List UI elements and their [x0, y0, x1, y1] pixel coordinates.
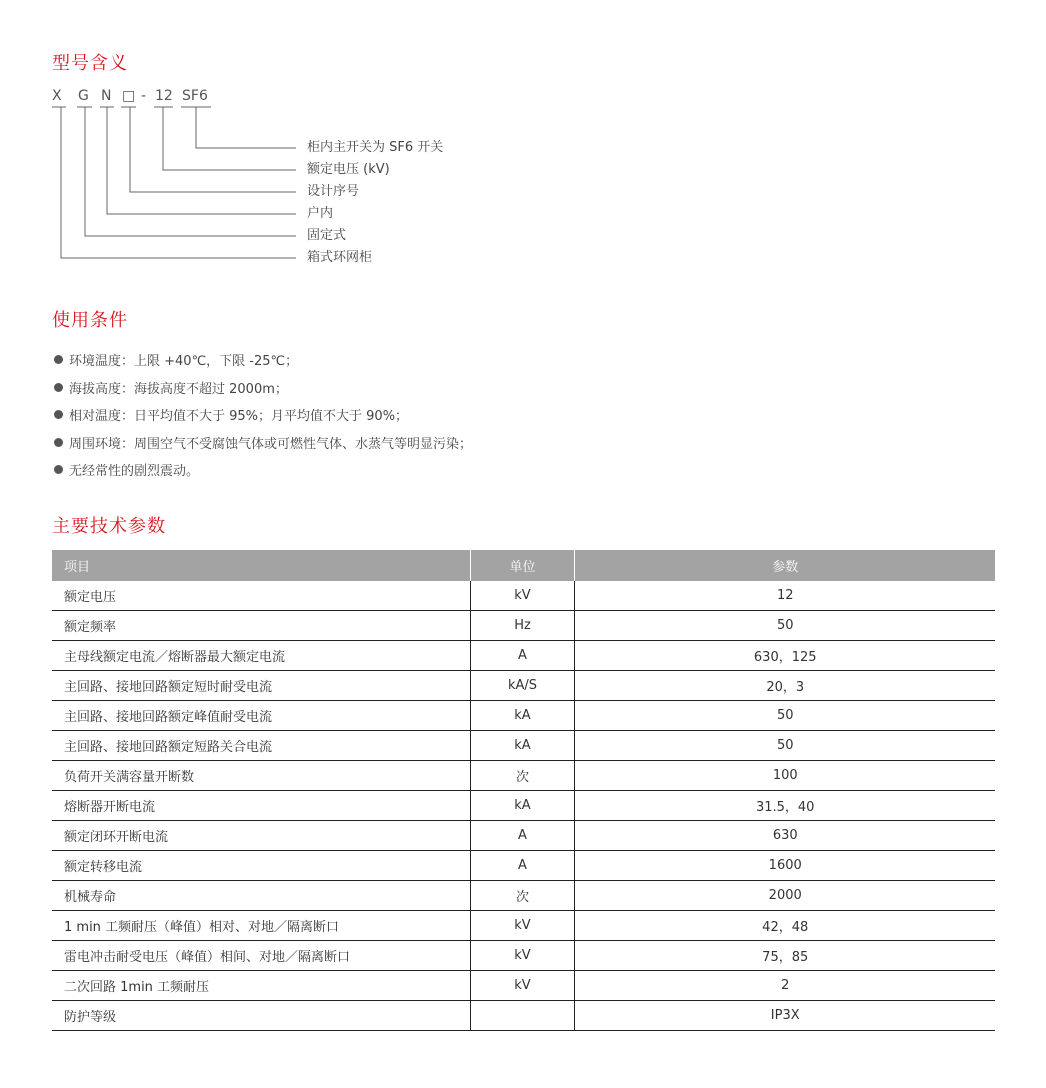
bullet-icon — [54, 355, 63, 364]
cell-value: 50 — [575, 611, 995, 641]
connector-voltage — [163, 107, 296, 170]
cell-unit: A — [470, 851, 575, 881]
cell-value: 31.5，40 — [575, 791, 995, 821]
cell-item: 机械寿命 — [52, 881, 470, 911]
meaning-design-number: 设计序号 — [307, 184, 360, 199]
meaning-fixed: 固定式 — [307, 228, 347, 243]
code-char-sf6: SF6 — [182, 88, 208, 104]
connector-design — [130, 107, 296, 192]
bullet-icon — [54, 410, 63, 419]
code-char-dash: - — [141, 88, 147, 104]
cell-unit: kA — [470, 701, 575, 731]
cell-unit: 次 — [470, 761, 575, 791]
code-char-design-box: □ — [122, 88, 136, 104]
code-char-n: N — [101, 88, 112, 104]
cell-item: 雷电冲击耐受电压（峰值）相间、对地／隔离断口 — [52, 941, 470, 971]
cell-unit: A — [470, 641, 575, 671]
header-item: 项目 — [52, 550, 470, 581]
bullet-icon — [54, 438, 63, 447]
table-row — [52, 821, 995, 851]
cell-unit: kV — [470, 911, 575, 941]
cell-item: 1 min 工频耐压（峰值）相对、对地／隔离断口 — [52, 911, 470, 941]
cell-unit: kA — [470, 731, 575, 761]
cell-unit: kA/S — [470, 671, 575, 701]
connector-fixed — [85, 107, 296, 236]
cell-value: 50 — [575, 731, 995, 761]
condition-text: 环境温度：上限 +40℃，下限 -25℃； — [69, 354, 299, 370]
cell-item: 主回路、接地回路额定峰值耐受电流 — [52, 701, 470, 731]
usage-conditions-title: 使用条件 — [52, 310, 128, 331]
cell-unit — [470, 1001, 575, 1031]
table-row — [52, 791, 995, 821]
table-row — [52, 971, 995, 1001]
cell-item: 额定闭环开断电流 — [52, 821, 470, 851]
cell-value: 12 — [575, 581, 995, 611]
cell-item: 主母线额定电流／熔断器最大额定电流 — [52, 641, 470, 671]
cell-value: 1600 — [575, 851, 995, 881]
table-header-row — [52, 550, 995, 581]
cell-unit: kV — [470, 581, 575, 611]
code-char-g: G — [78, 88, 89, 104]
table-row — [52, 611, 995, 641]
model-meaning-title: 型号含义 — [52, 53, 128, 74]
cell-item: 额定频率 — [52, 611, 470, 641]
table-row — [52, 941, 995, 971]
cell-value: 2 — [575, 971, 995, 1001]
table-row — [52, 641, 995, 671]
table-row — [52, 671, 995, 701]
cell-value: 630 — [575, 821, 995, 851]
cell-unit: Hz — [470, 611, 575, 641]
cell-value: 20，3 — [575, 671, 995, 701]
cell-unit: kV — [470, 941, 575, 971]
cell-value: 630，125 — [575, 641, 995, 671]
condition-item — [54, 429, 472, 457]
diagram-connector-lines — [0, 0, 1046, 290]
condition-item — [54, 374, 472, 402]
cell-item: 二次回路 1min 工频耐压 — [52, 971, 470, 1001]
condition-text: 无经常性的剧烈震动。 — [69, 464, 200, 480]
cell-item: 负荷开关满容量开断数 — [52, 761, 470, 791]
meaning-main-switch: 柜内主开关为 SF6 开关 — [307, 140, 444, 155]
condition-text: 周围环境：周围空气不受腐蚀气体或可燃性气体、水蒸气等明显污染； — [69, 436, 473, 452]
cell-value: 50 — [575, 701, 995, 731]
table-row — [52, 731, 995, 761]
cell-unit: A — [470, 821, 575, 851]
tech-params-title: 主要技术参数 — [52, 516, 166, 537]
condition-item — [54, 346, 472, 374]
table-row — [52, 881, 995, 911]
cell-value: 100 — [575, 761, 995, 791]
table-row — [52, 1001, 995, 1031]
table-row — [52, 851, 995, 881]
meaning-rated-voltage: 额定电压 (kV) — [307, 162, 390, 177]
cell-item: 主回路、接地回路额定短路关合电流 — [52, 731, 470, 761]
cell-value: 75，85 — [575, 941, 995, 971]
tech-params-table — [52, 550, 995, 1031]
connector-indoor — [107, 107, 296, 214]
cell-value: 42，48 — [575, 911, 995, 941]
cell-item: 额定电压 — [52, 581, 470, 611]
condition-item — [54, 456, 472, 484]
code-char-voltage: 12 — [155, 88, 173, 104]
bullet-icon — [54, 383, 63, 392]
cell-unit: kV — [470, 971, 575, 1001]
cell-value: 2000 — [575, 881, 995, 911]
header-value: 参数 — [575, 550, 995, 581]
connector-sf6 — [196, 107, 296, 148]
header-unit: 单位 — [470, 550, 575, 581]
bullet-icon — [54, 465, 63, 474]
condition-text: 海拔高度：海拔高度不超过 2000m； — [69, 381, 288, 397]
cell-item: 额定转移电流 — [52, 851, 470, 881]
conditions-list — [54, 346, 472, 484]
cell-item: 熔断器开断电流 — [52, 791, 470, 821]
code-char-x: X — [52, 88, 62, 104]
cell-item: 防护等级 — [52, 1001, 470, 1031]
condition-text: 相对温度：日平均值不大于 95%；月平均值不大于 90%； — [69, 409, 409, 425]
table-row — [52, 911, 995, 941]
cell-unit: 次 — [470, 881, 575, 911]
cell-unit: kA — [470, 791, 575, 821]
condition-item — [54, 401, 472, 429]
cell-value: IP3X — [575, 1001, 995, 1031]
table-row — [52, 761, 995, 791]
table-row — [52, 581, 995, 611]
connector-box-type — [61, 107, 296, 258]
meaning-indoor: 户内 — [307, 206, 334, 221]
cell-item: 主回路、接地回路额定短时耐受电流 — [52, 671, 470, 701]
model-code-diagram — [0, 0, 1046, 290]
table-row — [52, 701, 995, 731]
table-body — [52, 581, 995, 1031]
meaning-ring-main-unit: 箱式环网柜 — [307, 250, 373, 265]
